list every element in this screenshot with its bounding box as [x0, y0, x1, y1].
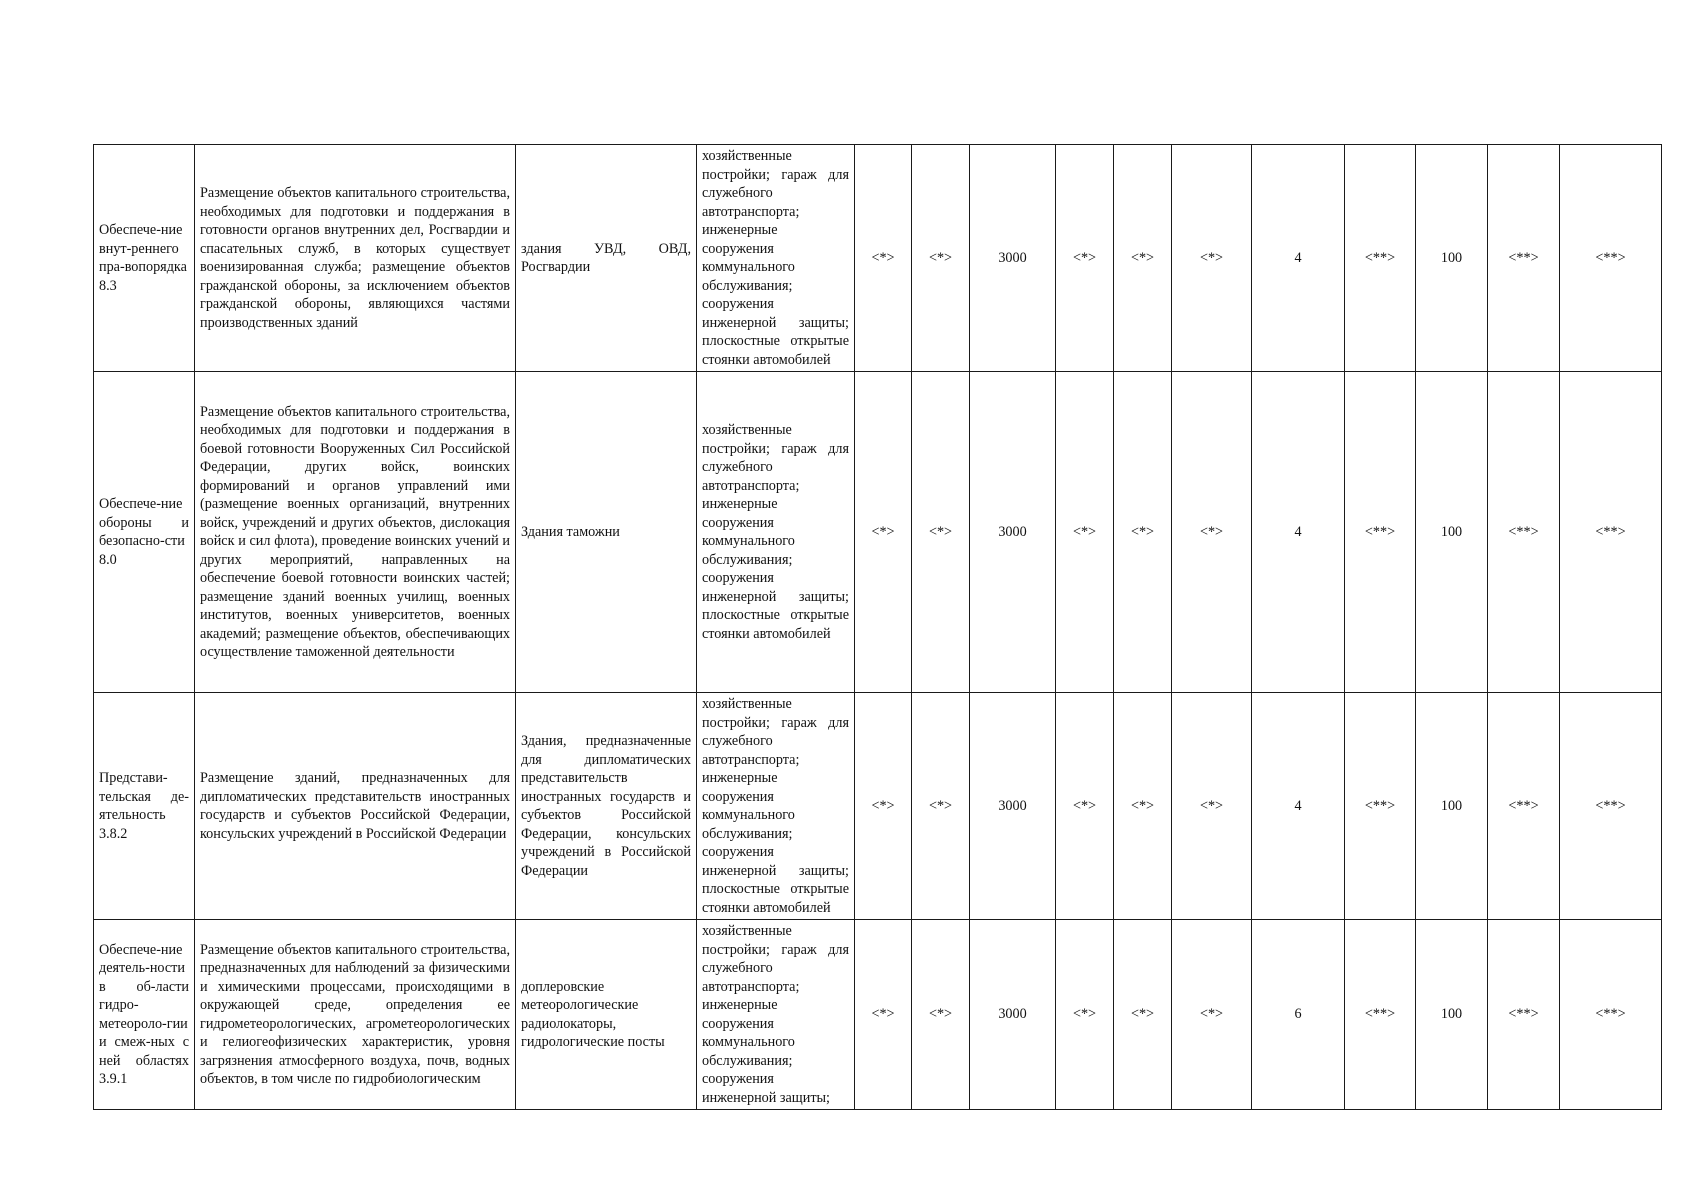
main-buildings: здания УВД, ОВД, Росгвардии [516, 145, 697, 372]
param-cell: <*> [1114, 145, 1172, 372]
main-buildings: Здания таможни [516, 372, 697, 693]
land-use-name: Обеспече-ние внут-реннего пра-вопорядка 8.3 [94, 145, 195, 372]
param-cell: <**> [1488, 920, 1560, 1110]
param-cell: <*> [912, 693, 970, 920]
param-cell: <*> [912, 920, 970, 1110]
param-cell: <**> [1345, 372, 1416, 693]
auxiliary-uses: хозяйственные постройки; гараж для служебного автотранспорта; инженерные сооружения коммунального обслуживания; сооружения инженерной защиты; плоскостные открытые стоянки автомобилей [697, 145, 855, 372]
param-cell: <*> [1056, 920, 1114, 1110]
param-cell: <*> [855, 372, 912, 693]
param-cell: 3000 [970, 372, 1056, 693]
param-cell: <**> [1560, 372, 1662, 693]
param-cell: <*> [855, 693, 912, 920]
param-cell: <*> [1114, 693, 1172, 920]
param-cell: 100 [1416, 693, 1488, 920]
param-cell: <*> [1114, 920, 1172, 1110]
param-cell: <**> [1560, 920, 1662, 1110]
param-cell: <*> [1056, 693, 1114, 920]
table-row [94, 693, 1662, 920]
param-cell: 6 [1252, 920, 1345, 1110]
param-cell: <*> [1114, 372, 1172, 693]
param-cell: 100 [1416, 145, 1488, 372]
param-cell: <*> [855, 920, 912, 1110]
regulations-table [93, 144, 1662, 1110]
param-cell: <*> [855, 145, 912, 372]
land-use-description: Размещение объектов капитального строительства, необходимых для подготовки и поддержания в боевой готовности Вооруженных Сил Российской Федерации, других войск, воинских формирований и органов управлений ими (размещение военных организаций, внутренних войск, учреждений и других объектов, дислокация войск и сил флота), проведение воинских учений и других мероприятий, направленных на обеспечение боевой готовности воинских частей; размещение зданий военных училищ, военных институтов, военных университетов, военных академий; размещение объектов, обеспечивающих осуществление таможенной деятельности [195, 372, 516, 693]
param-cell: <*> [912, 372, 970, 693]
land-use-description: Размещение объектов капитального строительства, предназначенных для наблюдений за физическими и химическими процессами, происходящими в окружающей среде, определения ее гидрометеорологических, агрометеорологических и гелиогеофизических характеристик, уровня загрязнения атмосферного воздуха, почв, водных объектов, в том числе по гидробиологическим [195, 920, 516, 1110]
param-cell: <*> [1172, 372, 1252, 693]
param-cell: <**> [1488, 693, 1560, 920]
table-row [94, 372, 1662, 693]
auxiliary-uses: хозяйственные постройки; гараж для служебного автотранспорта; инженерные сооружения коммунального обслуживания; сооружения инженерной защиты; плоскостные открытые стоянки автомобилей [697, 372, 855, 693]
param-cell: <**> [1345, 693, 1416, 920]
land-use-name: Обеспече-ние деятель-ности в об-ласти гидро-метеороло-гии и смеж-ных с ней областях 3.9.1 [94, 920, 195, 1110]
land-use-description: Размещение объектов капитального строительства, необходимых для подготовки и поддержания в готовности органов внутренних дел, Росгвардии и спасательных служб, в которых существует военизированная служба; размещение объектов гражданской обороны, за исключением объектов гражданской обороны, являющихся частями производственных зданий [195, 145, 516, 372]
param-cell: 3000 [970, 145, 1056, 372]
param-cell: 100 [1416, 372, 1488, 693]
param-cell: <*> [1056, 145, 1114, 372]
param-cell: 4 [1252, 372, 1345, 693]
param-cell: <*> [1172, 145, 1252, 372]
param-cell: <**> [1345, 920, 1416, 1110]
main-buildings: доплеровские метеорологические радиолокаторы, гидрологические посты [516, 920, 697, 1110]
param-cell: 3000 [970, 920, 1056, 1110]
param-cell: 4 [1252, 693, 1345, 920]
param-cell: <*> [1056, 372, 1114, 693]
auxiliary-uses: хозяйственные постройки; гараж для служебного автотранспорта; инженерные сооружения коммунального обслуживания; сооружения инженерной защиты; плоскостные открытые стоянки автомобилей [697, 693, 855, 920]
param-cell: 3000 [970, 693, 1056, 920]
land-use-name: Представи-тельская де-ятельность 3.8.2 [94, 693, 195, 920]
main-buildings: Здания, предназначенные для дипломатических представительств иностранных государств и субъектов Российской Федерации, консульских учреждений в Российской Федерации [516, 693, 697, 920]
param-cell: <**> [1488, 372, 1560, 693]
param-cell: 4 [1252, 145, 1345, 372]
param-cell: <*> [1172, 693, 1252, 920]
param-cell: <**> [1560, 693, 1662, 920]
param-cell: <**> [1488, 145, 1560, 372]
param-cell: <*> [912, 145, 970, 372]
land-use-name: Обеспече-ние обороны и безопасно-сти 8.0 [94, 372, 195, 693]
param-cell: <*> [1172, 920, 1252, 1110]
param-cell: <**> [1345, 145, 1416, 372]
table-row [94, 920, 1662, 1110]
auxiliary-uses: хозяйственные постройки; гараж для служебного автотранспорта; инженерные сооружения коммунального обслуживания; сооружения инженерной защиты; [697, 920, 855, 1110]
param-cell: 100 [1416, 920, 1488, 1110]
table-row [94, 145, 1662, 372]
param-cell: <**> [1560, 145, 1662, 372]
land-use-description: Размещение зданий, предназначенных для дипломатических представительств иностранных государств и субъектов Российской Федерации, консульских учреждений в Российской Федерации [195, 693, 516, 920]
